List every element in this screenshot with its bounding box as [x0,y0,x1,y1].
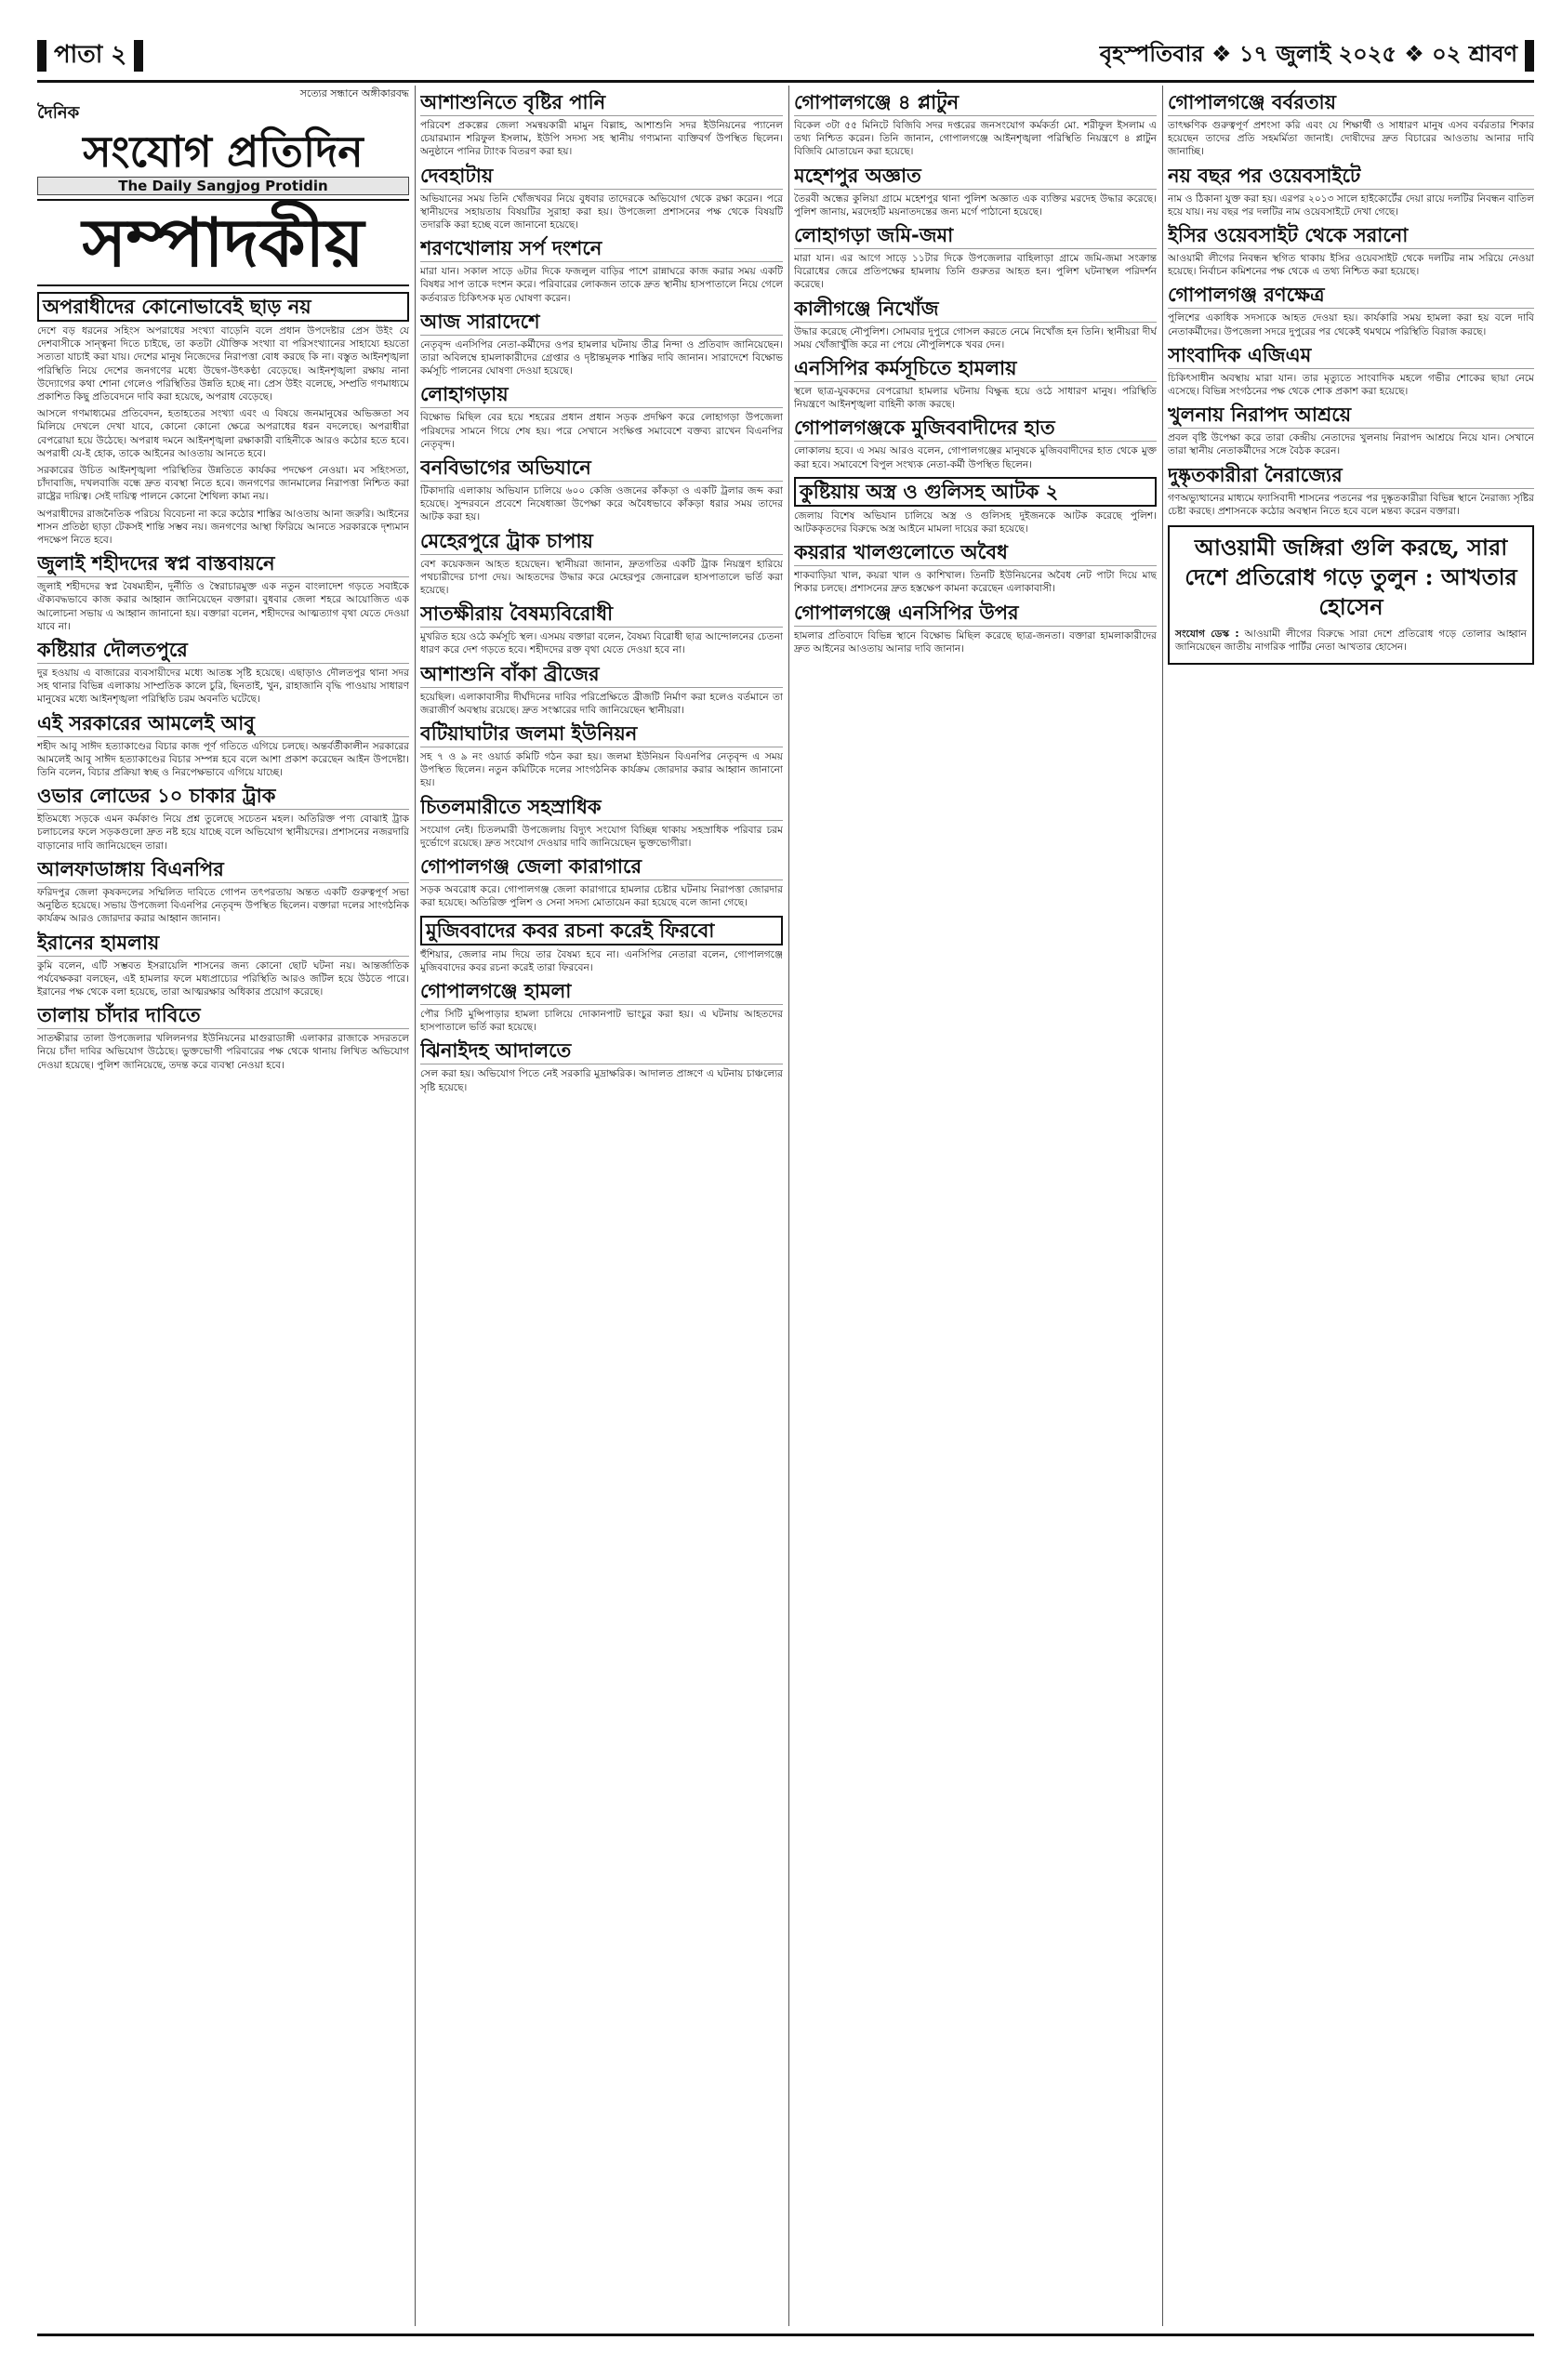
masthead-daily: দৈনিক [37,103,80,123]
newspaper-page [37,37,1534,2338]
masthead-tagline: সত্যের সন্ধানে অঙ্গীকারবদ্ধ [299,87,409,99]
article-headline: ইরানের হামলায় [37,932,409,957]
article-headline: মহেশপুর অজ্ঞাত [794,165,1157,190]
page-number: পাতা ২ [37,35,143,76]
article-headline: বনবিভাগের অভিযানে [420,456,783,482]
article-headline: আজ সারাদেশে [420,311,783,336]
column-1-articles [37,292,409,1072]
article-headline: অপরাধীদের কোনোভাবেই ছাড় নয় [37,292,409,322]
article-paragraph: কুমি বলেন, এটি সম্ভবত ইসরায়েলি শাসনের জন্য কোনো ছোট ঘটনা নয়। আন্তর্জাতিক পর্যবেক্ষকরা বলছেন, এই হামলার ফলে মধ্যপ্রাচ্যের পরিস্থিতি আরও জটিল হয়ে উঠতে পারে। ইরানের পক্ষ থেকে বলা হয়েছে, তারা আত্মরক্ষার অধিকার প্রয়োগ করেছে। [37,959,409,998]
article-headline: বটিয়াঘাটার জলমা ইউনিয়ন [420,722,783,747]
column-3-articles [794,91,1157,655]
quote-headline: আওয়ামী জঙ্গিরা গুলি করছে, সারা দেশে প্রতিরোধ গড়ে তুলুন : আখতার হোসেন [1185,534,1517,621]
article-headline: গোপালগঞ্জে ৪ প্লাটুন [794,91,1157,116]
article-paragraph: বিকেল ৩টা ৫৫ মিনিটে বিজিবি সদর দপ্তরের জনসংযোগ কর্মকর্তা মো. শরীফুল ইসলাম এ তথ্য নিশ্চিত করেন। তিনি জানান, গোপালগঞ্জে আইনশৃঙ্খলা পরিস্থিতি নিয়ন্ত্রণে ৪ প্লাটুন বিজিবি মোতায়েন করা হয়েছে। [794,120,1157,158]
article-headline: গোপালগঞ্জ রণক্ষেত্র [1168,284,1534,309]
article-paragraph: সরকারের উচিত আইনশৃঙ্খলা পরিস্থিতির উন্নতিতে কার্যকর পদক্ষেপ নেওয়া। মব সহিংসতা, চাঁদাবাজি, দখলবাজি বন্ধে দ্রুত ব্যবস্থা নিতে হবে। জনগণের জানমালের নিরাপত্তা নিশ্চিত করা রাষ্ট্রের দায়িত্ব। সেই দায়িত্ব পালনে কোনো শৈথিল্য কাম্য নয়। [37,465,409,503]
article-headline: লোহাগড়ায় [420,383,783,408]
article-headline: দুষ্কৃতকারীরা নৈরাজ্যের [1168,464,1534,489]
article-paragraph: জুলাই শহীদদের স্বপ্ন বৈষম্যহীন, দুর্নীতি ও স্বৈরাচারমুক্ত এক নতুন বাংলাদেশ গড়তে সবাইকে ঐক্যবদ্ধভাবে কাজ করার আহ্বান জানিয়েছেন বক্তারা। বুধবার জেলা শহরে আয়োজিত এক আলোচনা সভায় এ আহ্বান জানানো হয়। বক্তারা বলেন, শহীদদের আত্মত্যাগ বৃথা যেতে দেওয়া যাবে না। [37,581,409,632]
article-paragraph: পুলিশের একাধিক সদস্যকে আহত দেওয়া হয়। কার্যকারি সময় হামলা করা হয় বলে দাবি নেতাকর্মীদের। উপজেলা সদরে দুপুরের পর থেকেই থমথমে পরিস্থিতি বিরাজ করছে। [1168,312,1534,337]
column-divider [788,86,789,2326]
article-headline: দেবহাটায় [420,165,783,190]
article-headline: গোপালগঞ্জ জেলা কারাগারে [420,855,783,880]
article-paragraph: দুর হওয়ায় এ বাজারের ব্যবসায়ীদের মধ্যে আতঙ্ক সৃষ্টি হয়েছে। এছাড়াও দৌলতপুর থানা সদর সহ থানার বিভিন্ন এলাকায় সাম্প্রতিক কালে চুরি, ছিনতাই, খুন, রাহাজানি বৃদ্ধি পাওয়ায় সাধারণ মানুষের মধ্যে আইনশৃঙ্খলা পরিস্থিতি চরম অবনতি ঘটেছে। [37,668,409,706]
masthead [37,86,409,201]
article-paragraph: শাকবাড়িয়া খাল, কয়রা খাল ও কাশিখাল। তিনটি ইউনিয়নের অবৈধ নেট পাটা দিয়ে মাছ শিকার চলছে। প্রশাসনের দ্রুত হস্তক্ষেপ কামনা করেছেন এলাকাবাসী। [794,570,1157,595]
masthead-name: সংযোগ প্রতিদিন [83,126,364,177]
article-headline: মেহেরপুরে ট্রাক চাপায় [420,530,783,555]
article-paragraph: লোকালয় হবে। এ সময় আরও বলেন, গোপালগঞ্জের মানুষকে মুজিববাদীদের হাত থেকে মুক্ত করা হবে। সমাবেশে বিপুল সংখ্যক নেতা-কর্মী উপস্থিত ছিলেন। [794,445,1157,470]
article-paragraph: টিকাদারি এলাকায় অভিযান চালিয়ে ৬০০ কেজি ওজনের কাঁকড়া ও একটি ট্রলার জব্দ করা হয়েছে। সুন্দরবনে প্রবেশে নিষেধাজ্ঞা উপেক্ষা করে অবৈধভাবে কাঁকড়া ধরার সময় তাদের আটক করা হয়। [420,485,783,523]
article-headline: কষ্টিয়ার দৌলতপুরে [37,639,409,664]
column-1 [37,86,409,2326]
column-divider [415,86,416,2326]
article-paragraph: বেশ কয়েকজন আহত হয়েছেন। স্থানীয়রা জানান, দ্রুতগতির একটি ট্রাক নিয়ন্ত্রণ হারিয়ে পথচারীদের চাপা দেয়। আহতদের উদ্ধার করে মেহেরপুর জেনারেল হাসপাতালে ভর্তি করা হয়েছে। [420,558,783,597]
article-paragraph: তাৎক্ষণিক গুরুত্বপূর্ণ প্রশংসা করি এবং যে শিক্ষার্থী ও সাধারণ মানুষ এসব বর্বরতার শিকার হয়েছেন তাদের প্রতি সহমর্মিতা জানাই। দোষীদের দ্রুত বিচারের আওতায় আনার দাবি জানাচ্ছি। [1168,120,1534,158]
article-paragraph: নাম ও ঠিকানা যুক্ত করা হয়। এরপর ২০১৩ সালে হাইকোর্টের দেয়া রায়ে দলটির নিবন্ধন বাতিল হয়ে যায়। নয় বছর পর দলটির নাম ওয়েবসাইটে দেখা গেছে। [1168,192,1534,218]
article-headline: এনসিপির কর্মসূচিতে হামলায় [794,357,1157,382]
article-paragraph: হয়েছিল। এলাকাবাসীর দীর্ঘদিনের দাবির পরিপ্রেক্ষিতে ব্রীজটি নির্মাণ করা হলেও বর্তমানে তা জরাজীর্ণ অবস্থায় রয়েছে। দ্রুত সংস্কারের দাবি জানিয়েছেন স্থানীয়রা। [420,691,783,716]
column-2 [420,86,783,2326]
article-headline: ইসির ওয়েবসাইট থেকে সরানো [1168,224,1534,249]
quote-body: আওয়ামী লীগের বিরুদ্ধে সারা দেশে প্রতিরোধ গড়ে তোলার আহ্বান জানিয়েছেন জাতীয় নাগরিক পার্টির নেতা আখতার হোসেন। [1175,628,1527,654]
article-headline: আশাশুনিতে বৃষ্টির পানি [420,91,783,116]
article-headline: তালায় চাঁদার দাবিতে [37,1004,409,1029]
article-headline: চিতলমারীতে সহস্রাধিক [420,796,783,821]
date-line: বৃহস্পতিবার ❖ ১৭ জুলাই ২০২৫ ❖ ০২ শ্রাবণ [1100,37,1534,74]
article-headline: গোপালগঞ্জে হামলা [420,980,783,1005]
article-paragraph: উদ্ধার করেছে নৌপুলিশ। সোমবার দুপুরে গোসল করতে নেমে নিখোঁজ হন তিনি। স্থানীয়রা দীর্ঘ সময় খোঁজাখুঁজি করে না পেয়ে নৌপুলিশকে খবর দেন। [794,325,1157,350]
article-paragraph: মারা যান। এর আগে সাড়ে ১১টার দিকে উপজেলার বাহিলাড়া গ্রামে জমি-জমা সংক্রান্ত বিরোধের জেরে প্রতিপক্ষের হামলায় তিনি গুরুতর আহত হন। পুলিশ ঘটনাস্থল পরিদর্শন করেছে। [794,253,1157,291]
masthead-english: The Daily Sangjog Protidin [37,177,409,195]
top-bar [37,37,1534,74]
article-paragraph: প্রবল বৃষ্টি উপেক্ষা করে তারা কেন্দ্রীয় নেতাদের খুলনায় নিরাপদ আশ্রয়ে নিয়ে যান। সেখানে তারা স্থানীয় নেতাকর্মীদের সঙ্গে বৈঠক করেন। [1168,432,1534,457]
article-paragraph: তৈরবী অন্ধের কুলিয়া গ্রামে মহেশপুর থানা পুলিশ অজ্ঞাত এক ব্যক্তির মরদেহ উদ্ধার করেছে। পুলিশ জানায়, মরদেহটি ময়নাতদন্তের জন্য মর্গে পাঠানো হয়েছে। [794,192,1157,218]
column-divider [1162,86,1163,2326]
article-headline: মুজিববাদের কবর রচনা করেই ফিরবো [420,916,783,945]
article-paragraph: মারা যান। সকাল সাড়ে ৬টার দিকে ফজলুল বাড়ির পাশে রান্নাঘরে কাজ করার সময় একটি বিষধর সাপ তাকে দংশন করে। পরিবারের লোকজন তাকে দ্রুত স্থানীয় হাসপাতালে নিয়ে গেলে কর্তব্যরত চিকিৎসক মৃত ঘোষণা করেন। [420,266,783,304]
article-headline: গোপালগঞ্জে বর্বরতায় [1168,91,1534,116]
column-4 [1168,86,1534,2326]
article-paragraph: সাতক্ষীরার তালা উপজেলার খলিলনগর ইউনিয়নের মাগুরাডাঙ্গী এলাকার রাজাকে সদরতলে নিয়ে চাঁদা দাবির অভিযোগ উঠেছে। ভুক্তভোগী পরিবারের পক্ষ থেকে থানায় লিখিত অভিযোগ দেওয়া হয়েছে। পুলিশ জানিয়েছে, তদন্ত করে ব্যবস্থা নেওয়া হবে। [37,1033,409,1071]
article-paragraph: বিক্ষোভ মিছিল বের হয়ে শহরের প্রধান প্রধান সড়ক প্রদক্ষিণ করে লোহাগড়া উপজেলা পরিষদের সামনে গিয়ে শেষ হয়। পরে সেখানে সংক্ষিপ্ত সমাবেশে বক্তব্য রাখেন বিএনপির নেতৃবৃন্দ। [420,412,783,450]
article-paragraph: ইতিমধ্যে সড়কে এমন কর্মকাণ্ড নিয়ে প্রশ্ন তুলেছে সচেতন মহল। অতিরিক্ত পণ্য বোঝাই ট্রাক চলাচলের ফলে সড়কগুলো দ্রুত নষ্ট হয়ে যাচ্ছে বলে অভিযোগ স্থানীয়দের। প্রশাসনের নজরদারি বাড়ানোর দাবি জানিয়েছেন তারা। [37,813,409,852]
bottom-rule [37,2334,1534,2336]
article-headline: শরণখোলায় সর্প দংশনে [420,237,783,262]
column-2-articles [420,91,783,1094]
article-paragraph: নেতৃবৃন্দ এনসিপির নেতা-কর্মীদের ওপর হামলার ঘটনায় তীব্র নিন্দা ও প্রতিবাদ জানিয়েছেন। তারা অবিলম্বে হামলাকারীদের গ্রেপ্তার ও দৃষ্টান্তমূলক শাস্তির দাবি জানান। সারাদেশে বিক্ষোভ কর্মসূচি পালনের ঘোষণা দেওয়া হয়েছে। [420,338,783,377]
article-paragraph: দেশে বড় ধরনের সহিংস অপরাধের সংখ্যা বাড়েনি বলে প্রধান উপদেষ্টার প্রেস উইং যে দেশবাসীকে সান্ত্বনা দিতে চাইছে, তা কতটা যৌক্তিক সংখ্যা বা পরিসংখ্যানের সাহায্যে হয়তো সত্যতা যাচাই করা যায়। দেশের মানুষ নিজেদের নিরাপত্তা বোধ করছে কি না। বস্তুত আইনশৃঙ্খলা পরিস্থিতি নিয়ে দেশের জনগণের মধ্যে উদ্বেগ-উৎকণ্ঠা বেড়েছে। আইনশৃঙ্খলা রক্ষায় নানা উদ্যোগের কথা শোনা গেলেও পরিস্থিতির উন্নতি হচ্ছে না। প্রেস উইং বলেছে, সম্প্রতি গণমাধ্যমে প্রকাশিত কিছু প্রতিবেদনে দাবি করা হয়েছে, অপরাধ বেড়েছে। [37,325,409,403]
top-rule [37,80,1534,83]
article-headline: গোপালগঞ্জে এনসিপির উপর [794,602,1157,627]
article-paragraph: পরিবেশ প্রকল্পের জেলা সমন্বয়কারী মামুন বিল্লাহ, আশাশুনি সদর ইউনিয়নের প্যানেল চেয়ারম্যান শরিফুল ইসলাম, ইউপি সদস্য সহ স্থানীয় গণ্যমান্য ব্যক্তিবর্গ উপস্থিত ছিলেন। অনুষ্ঠানে পানির ট্যাংক বিতরণ করা হয়। [420,120,783,158]
article-paragraph: অপরাধীদের রাজনৈতিক পরিচয় বিবেচনা না করে কঠোর শাস্তির আওতায় আনা জরুরি। আইনের শাসন প্রতিষ্ঠা ছাড়া টেকসই শান্তি সম্ভব নয়। জনগণের আস্থা ফিরিয়ে আনতে সরকারকে দৃশ্যমান পদক্ষেপ নিতে হবে। [37,508,409,547]
article-headline: লোহাগড়া জমি-জমা [794,224,1157,249]
article-paragraph: আসলে গণমাধ্যমের প্রতিবেদন, হতাহতের সংখ্যা এবং এ বিষয়ে জনমানুষের অভিজ্ঞতা সব মিলিয়ে দেখলে দেখা যাবে, কোনো কোনো ক্ষেত্রে অপরাধের ধরন বদলেছে। অপরাধীরা বেপরোয়া হয়ে উঠেছে। অপরাধ দমনে আইনশৃঙ্খলা রক্ষাকারী বাহিনীকে আরও কঠোর হতে হবে। অপরাধী যে-ই হোক, তাকে আইনের আওতায় আনতে হবে। [37,408,409,459]
article-headline: ঝিনাইদহ আদালতে [420,1039,783,1064]
article-headline: সাতক্ষীরায় বৈষম্যবিরোধী [420,602,783,628]
article-headline: সাংবাদিক এজিএম [1168,344,1534,369]
column-4-articles [1168,91,1534,518]
editorial-title: সম্পাদকীয় [37,201,409,286]
article-paragraph: সড়ক অবরোধ করে। গোপালগঞ্জ জেলা কারাগারে হামলার চেষ্টার ঘটনায় নিরাপত্তা জোরদার করা হয়েছে। অতিরিক্ত পুলিশ ও সেনা সদস্য মোতায়েন করা হয়েছে বলে জানা গেছে। [420,884,783,909]
article-paragraph: পৌর সিটি মুন্সিপাড়ার হামলা চালিয়ে দোকানপাট ভাংচুর করা হয়। এ ঘটনায় আহতদের হাসপাতালে ভর্তি করা হয়েছে। [420,1008,783,1034]
article-paragraph: গণঅভ্যুত্থানের মাধ্যমে ফ্যাসিবাদী শাসনের পতনের পর দুষ্কৃতকারীরা বিভিন্ন স্থানে নৈরাজ্য সৃষ্টির চেষ্টা করছে। প্রশাসনকে কঠোর অবস্থান নিতে হবে বলে মন্তব্য করেন বক্তারা। [1168,492,1534,517]
article-headline: কালীগঞ্জে নিখোঁজ [794,298,1157,323]
quote-source: সংযোগ ডেস্ক : [1175,628,1239,641]
article-paragraph: অভিযানের সময় তিনি খোঁজখবর নিয়ে বুধবার তাদেরকে অভিযোগ থেকে রক্ষা করেন। পরে স্থানীয়দের সহায়তায় বিষয়টির সুরাহা করা হয়। উপজেলা প্রশাসনের পক্ষ থেকে বিষয়টি তদারকি করা হচ্ছে বলে জানানো হয়েছে। [420,192,783,231]
article-headline: কয়রার খালগুলোতে অবৈধ [794,541,1157,566]
article-paragraph: ফরিদপুর জেলা কৃষকদলের সম্মিলিত দাবিতে গোপন তৎপরতায় অন্তত একটি গুরুত্বপূর্ণ সভা অনুষ্ঠিত হয়েছে। সভায় উপজেলা বিএনপির নেতৃবৃন্দ উপস্থিত ছিলেন। বক্তারা দলের সাংগঠনিক কার্যক্রম আরও জোরদার করার আহ্বান জানান। [37,886,409,925]
article-paragraph: স্থলে ছাত্র-যুবকদের বেপরোয়া হামলার ঘটনায় বিক্ষুব্ধ হয়ে ওঠে সাধারণ মানুষ। পরিস্থিতি নিয়ন্ত্রণে আইনশৃঙ্খলা বাহিনী কাজ করছে। [794,386,1157,411]
article-headline: নয় বছর পর ওয়েবসাইটে [1168,165,1534,190]
article-paragraph: চিকিৎসাধীন অবস্থায় মারা যান। তার মৃত্যুতে সাংবাদিক মহলে গভীর শোকের ছায়া নেমে এসেছে। বিভিন্ন সংগঠনের পক্ষ থেকে শোক প্রকাশ করা হয়েছে। [1168,372,1534,398]
article-paragraph: আওয়ামী লীগের নিবন্ধন স্থগিত থাকায় ইসির ওয়েবসাইট থেকে দলটির নাম সরিয়ে নেওয়া হয়েছে। নির্বাচন কমিশনের পক্ষ থেকে এ তথ্য নিশ্চিত করা হয়েছে। [1168,253,1534,278]
article-headline: ওভার লোডের ১০ চাকার ট্রাক [37,785,409,810]
article-paragraph: শহীদ আবু সাঈদ হত্যাকাণ্ডের বিচার কাজ পূর্ণ গতিতে এগিয়ে চলছে। অন্তর্বর্তীকালীন সরকারের আমলেই আবু সাঈদ হত্যাকাণ্ডের বিচার সম্পন্ন হবে বলে আশা প্রকাশ করেছেন আইন উপদেষ্টা। তিনি বলেন, বিচার প্রক্রিয়া স্বচ্ছ ও নিরপেক্ষভাবে এগিয়ে যাচ্ছে। [37,740,409,779]
article-paragraph: হামলার প্রতিবাদে বিভিন্ন স্থানে বিক্ষোভ মিছিল করেছে ছাত্র-জনতা। বক্তারা হামলাকারীদের দ্রুত আইনের আওতায় আনার দাবি জানান। [794,629,1157,654]
article-paragraph: সংযোগ নেই। চিতলমারী উপজেলায় বিদ্যুৎ সংযোগ বিচ্ছিন্ন থাকায় সহস্রাধিক পরিবার চরম দুর্ভোগে রয়েছে। দ্রুত সংযোগ দেওয়ার দাবি জানিয়েছেন ভুক্তভোগীরা। [420,824,783,849]
article-paragraph: জেলায় বিশেষ অভিযান চালিয়ে অস্ত্র ও গুলিসহ দুইজনকে আটক করেছে পুলিশ। আটককৃতদের বিরুদ্ধে অস্ত্র আইনে মামলা দায়ের করা হয়েছে। [794,509,1157,536]
article-headline: গোপালগঞ্জকে মুজিববাদীদের হাত [794,416,1157,442]
column-3 [794,86,1157,2326]
article-paragraph: সেল করা হয়। অভিযোগ পিতে নেই সরকারি মুদ্রাক্ষরিক। আদালত প্রাঙ্গণে এ ঘটনায় চাঞ্চল্যের সৃষ্টি হয়েছে। [420,1068,783,1093]
article-paragraph: সহ ৭ ও ৯ নং ওয়ার্ড কমিটি গঠন করা হয়। জলমা ইউনিয়ন বিএনপির নেতৃবৃন্দ এ সময় উপস্থিত ছিলেন। নতুন কমিটিকে দলের সাংগঠনিক কার্যক্রম জোরদার করার আহ্বান জানানো হয়। [420,751,783,789]
quote-box [1168,525,1534,665]
article-headline: আলফাডাঙ্গায় বিএনপির [37,858,409,883]
article-headline: এই সরকারের আমলেই আবু [37,712,409,737]
article-headline: খুলনায় নিরাপদ আশ্রয়ে [1168,403,1534,429]
article-paragraph: মুখরিত হয়ে ওঠে কর্মসূচি স্থল। এসময় বক্তারা বলেন, বৈষম্য বিরোধী ছাত্র আন্দোলনের চেতনা ধারণ করে দেশ গড়তে হবে। শহীদদের রক্ত বৃথা যেতে দেওয়া হবে না। [420,631,783,656]
article-paragraph: হুঁশিয়ার, জেলার নাম দিয়ে তার বৈষম্য হবে না। এনসিপির নেতারা বলেন, গোপালগঞ্জে মুজিববাদের কবর রচনা করেই তারা ফিরবেন। [420,948,783,973]
article-headline: কুষ্টিয়ায় অস্ত্র ও গুলিসহ আটক ২ [794,477,1157,507]
article-headline: আশাশুনি বাঁকা ব্রীজের [420,663,783,688]
article-headline: জুলাই শহীদদের স্বপ্ন বাস্তবায়নে [37,552,409,577]
